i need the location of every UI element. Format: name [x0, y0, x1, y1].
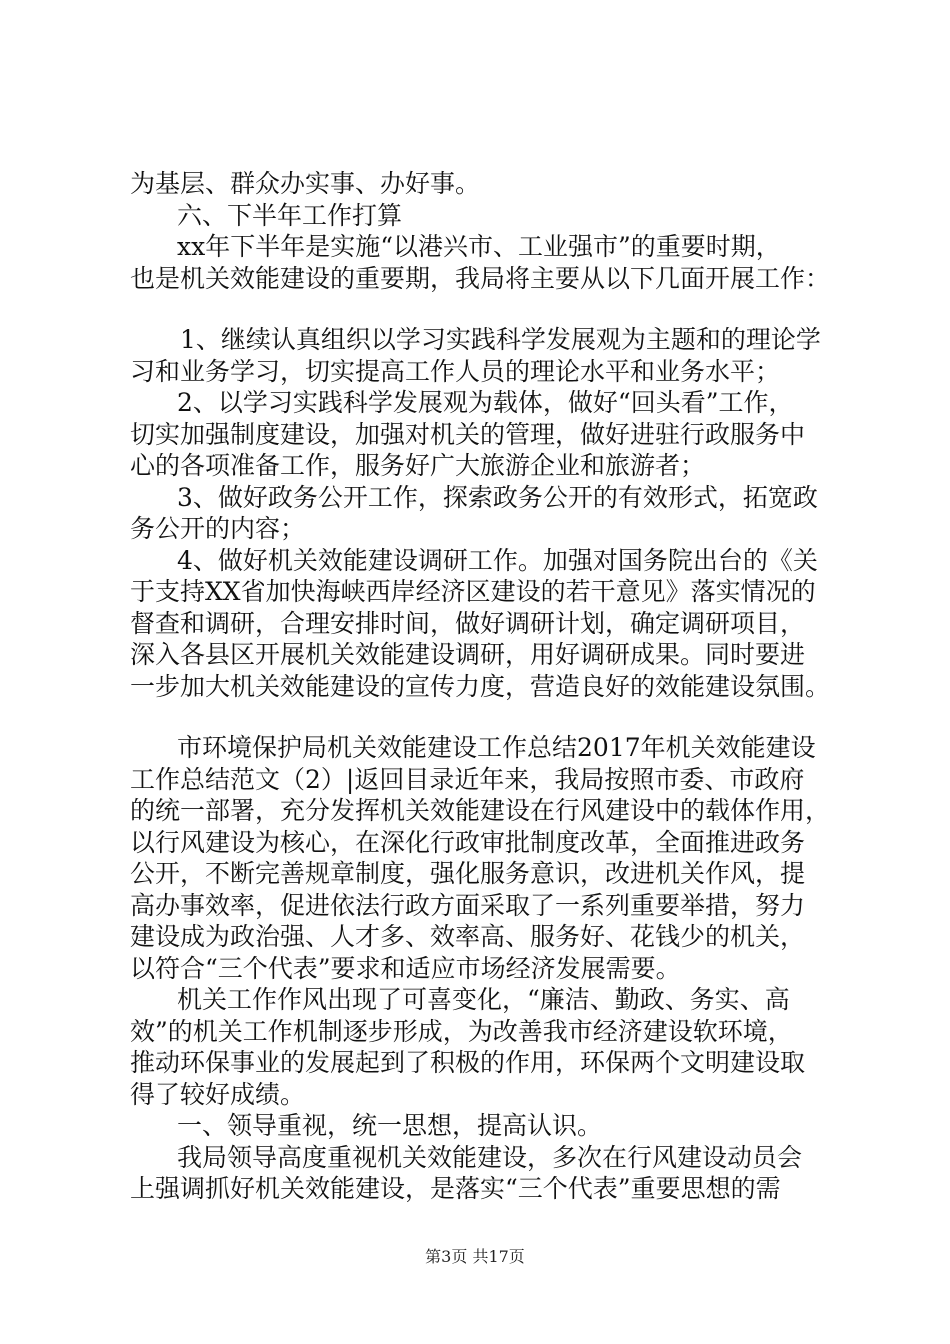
list-item: 2、以学习实践科学发展观为载体，做好“回头看”工作， [177, 388, 794, 417]
text-line: 得了较好成绩。 [130, 1079, 306, 1109]
list-item: 4、做好机关效能建设调研工作。加强对国务院出台的《关 [177, 545, 818, 575]
text-line: 心的各项准备工作，服务好广大旅游企业和旅游者； [130, 451, 706, 480]
text-line: 以符合“三个代表”要求和适应市场经济发展需要。 [130, 953, 681, 983]
list-item: 3、做好政务公开工作，探索政务公开的有效形式，拓宽政 [177, 482, 818, 512]
text-line: 切实加强制度建设，加强对机关的管理，做好进驻行政服务中 [130, 419, 806, 449]
text-line: 工作总结范文（2）|返回目录近年来，我局按照市委、市政府 [130, 764, 805, 794]
text-line: 深入各县区开展机关效能建设调研，用好调研成果。同时要进 [130, 640, 806, 669]
text-line: 高办事效率，促进依法行政方面采取了一系列重要举措，努力 [130, 890, 806, 920]
text-line: 习和业务学习，切实提高工作人员的理论水平和业务水平； [130, 356, 781, 386]
text-line: 上强调抓好机关效能建设，是落实“三个代表”重要思想的需 [130, 1174, 781, 1203]
text-line: 效”的机关工作机制逐步形成，为改善我市经济建设软环境， [130, 1016, 793, 1046]
text-line: 机关工作作风出现了可喜变化，“廉洁、勤政、务实、高 [177, 985, 790, 1014]
text-line: 以行风建设为核心，在深化行政审批制度改革，全面推进政务 [130, 827, 806, 857]
section-heading: 一、领导重视，统一思想，提高认识。 [177, 1111, 603, 1140]
text-line: 我局领导高度重视机关效能建设，多次在行风建设动员会 [177, 1142, 803, 1172]
text-line: 的统一部署，充分发挥机关效能建设在行风建设中的载体作用， [130, 796, 831, 825]
paragraph-gap [130, 294, 830, 324]
text-line: 于支持XX省加快海峡西岸经济区建设的若干意见》落实情况的 [130, 577, 816, 606]
text-line: 建设成为政治强、人才多、效率高、服务好、花钱少的机关， [130, 922, 806, 951]
body-text [130, 168, 830, 1205]
list-item: 1、继续认真组织以学习实践科学发展观为主题和的理论学 [180, 325, 821, 354]
text-line: 也是机关效能建设的重要期，我局将主要从以下几面开展工作： [130, 263, 831, 293]
paragraph-gap [130, 702, 830, 732]
text-line: 推动环保事业的发展起到了积极的作用，环保两个文明建设取 [130, 1048, 806, 1077]
text-line: 市环境保护局机关效能建设工作总结2017年机关效能建设 [177, 733, 816, 762]
text-line: 一步加大机关效能建设的宣传力度，营造良好的效能建设氛围。 [130, 671, 831, 701]
text-line: xx年下半年是实施“以港兴市、工业强市”的重要时期， [177, 232, 781, 261]
text-line: 务公开的内容； [130, 514, 306, 543]
text-line: 公开，不断完善规章制度，强化服务意识，改进机关作风，提 [130, 859, 806, 888]
page-footer: 第3页 共17页 [425, 1247, 525, 1266]
section-heading: 六、下半年工作打算 [177, 200, 403, 230]
text-line: 督查和调研，合理安排时间，做好调研计划，确定调研项目， [130, 608, 806, 638]
text-line: 为基层、群众办实事、办好事。 [130, 169, 481, 198]
